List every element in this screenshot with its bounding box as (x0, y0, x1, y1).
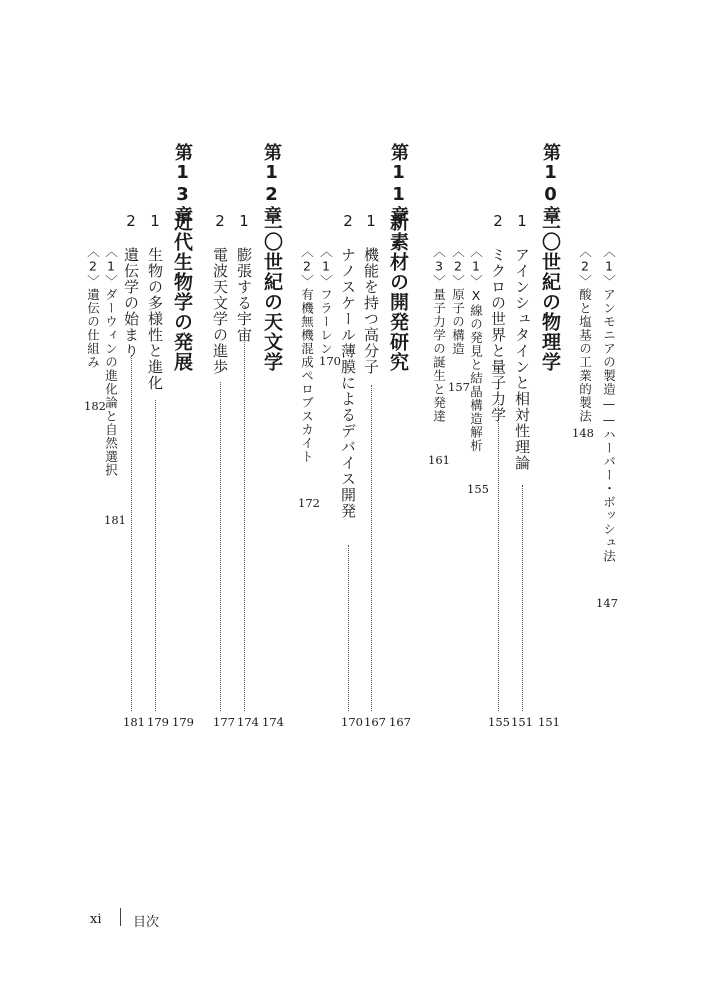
toc-item[interactable]: 〈2〉有機無機混成ペロブスカイト (299, 245, 315, 464)
chapter-title[interactable]: 新素材の開発研究 (387, 212, 409, 372)
toc-item[interactable]: 〈1〉フラーレン (318, 245, 334, 356)
toc-section[interactable]: 2 ミクロの世界と量子力学 (489, 212, 507, 423)
toc-item[interactable]: 〈2〉原子の構造 (450, 245, 466, 356)
toc-item[interactable]: 〈1〉アンモニアの製造——ハーバー・ボッシュ法 (601, 245, 617, 563)
toc-item[interactable]: 〈2〉酸と塩基の工業的製法 (577, 245, 593, 423)
page-number: 179 (172, 715, 194, 729)
toc-section[interactable]: 1 機能を持つ高分子 (362, 212, 380, 375)
chapter-title[interactable]: 二〇世紀の天文学 (261, 212, 283, 372)
chapter-label: 第13章 (172, 143, 193, 225)
page-number: 155 (467, 482, 489, 496)
chapter-title[interactable]: 二〇世紀の物理学 (539, 212, 561, 372)
page-number: 151 (538, 715, 560, 729)
page-number: 155 (488, 715, 510, 729)
page-number: 170 (341, 715, 363, 729)
page-number: 177 (213, 715, 235, 729)
leader-dots (155, 400, 156, 711)
page-number: 161 (428, 453, 450, 467)
toc-item[interactable]: 〈2〉遺伝の仕組み (85, 245, 101, 369)
chapter-title[interactable]: 近代生物学の発展 (171, 212, 193, 372)
page-number: 172 (298, 496, 320, 510)
running-footer-title: 目次 (133, 915, 160, 930)
toc-section[interactable]: 2 電波天文学の進歩 (211, 212, 229, 375)
page-number: 151 (511, 715, 533, 729)
leader-dots (522, 485, 523, 711)
chapter-label: 第10章 (540, 143, 561, 225)
chapter-label: 第11章 (388, 143, 409, 225)
footer-divider (120, 908, 121, 926)
page-number: 170 (319, 354, 341, 368)
leader-dots (371, 385, 372, 711)
page-number: 174 (237, 715, 259, 729)
leader-dots (131, 355, 132, 711)
chapter-label: 第12章 (261, 143, 282, 225)
toc-section[interactable]: 2 ナノスケール薄膜によるデバイス開発 (339, 212, 357, 519)
page-number: 181 (104, 513, 126, 527)
toc-section[interactable]: 1 アインシュタインと相対性理論 (513, 212, 531, 471)
leader-dots (498, 400, 499, 711)
page-number: 182 (84, 399, 106, 413)
page-number: 157 (448, 380, 470, 394)
page-number: 147 (596, 596, 618, 610)
toc-item[interactable]: 〈1〉ダーウィンの進化論と自然選択 (103, 245, 119, 477)
leader-dots (220, 382, 221, 711)
toc-section[interactable]: 1 生物の多様性と進化 (146, 212, 164, 391)
page-number: 167 (389, 715, 411, 729)
leader-dots (348, 545, 349, 711)
toc-item[interactable]: 〈1〉X線の発見と結晶構造解析 (468, 245, 484, 453)
folio-page-number: xi (90, 912, 102, 927)
toc-section[interactable]: 1 膨張する宇宙 (235, 212, 253, 343)
page-number: 148 (572, 426, 594, 440)
toc-item[interactable]: 〈3〉量子力学の誕生と発達 (431, 245, 447, 423)
page-number: 167 (364, 715, 386, 729)
toc-section[interactable]: 2 遺伝学の始まり (122, 212, 140, 359)
page-number: 179 (147, 715, 169, 729)
page-number: 181 (123, 715, 145, 729)
page-number: 174 (262, 715, 284, 729)
leader-dots (244, 340, 245, 711)
